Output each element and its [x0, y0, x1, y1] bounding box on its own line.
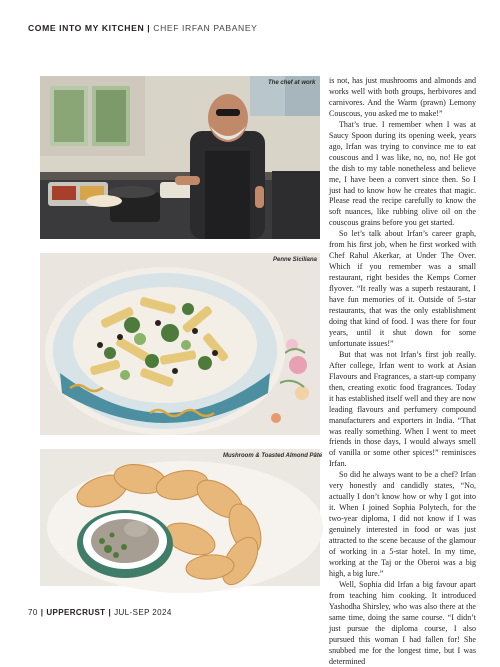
magazine-name: UPPERCRUST — [46, 608, 106, 617]
article-paragraph: But that was not Irfan’s first job really. After college, Irfan went to work at Asian Flavours and Fragrances, a start-up company then, creating exotic food fragrances. Today it has established itself well and they are now leading flavours and perfumery compound manufacturers and exporters in India. “That was really something. When I went to meet friends in those days, I would always smell of vanilla or some other spices!” reminisces Irfan. — [329, 349, 476, 469]
page-header — [28, 23, 478, 33]
penne-photo-illustration — [40, 253, 320, 435]
article-paragraph: is not, has just mushrooms and almonds and works well with both groups, herbivores and carnivores. And the Warm (prawn) Lemony Couscous, you asked me to make!” — [329, 76, 476, 118]
penne-photo-caption: Penne Siciliana — [273, 257, 318, 263]
article-column — [329, 76, 476, 667]
pate-photo-illustration — [40, 449, 323, 586]
chef-photo — [40, 76, 320, 239]
chef-photo-illustration — [40, 76, 320, 239]
page-number: 70 — [28, 608, 38, 617]
pate-photo-caption: Mushroom & Toasted Almond Pâté — [223, 453, 323, 459]
article-paragraph: That’s true. I remember when I was at Saucy Spoon during its opening week, years ago, Irfan was trying to convince me to eat couscous and I was like, no, no, no! He got the dish to my table nonetheless and believe me, I have been a convert since then. So I just had to know how he creates that magic. Please read the recipe carefully to know the soft nuances, like rubbing olive oil on the couscous grains before you get started. — [329, 119, 476, 228]
article-paragraph: Well, Sophia did Irfan a big favour apart from teaching him cooking. It introduced Yashodha Shirsley, who was also there at the same time, doing the same course. “I didn’t just pursue the diploma course, I also pursued this woman I had fallen for! She snubbed me for the longest time, but I was determined — [329, 579, 476, 666]
chef-photo-caption: The chef at work — [268, 80, 316, 86]
footer-separator: | — [40, 608, 44, 617]
article-paragraph: So did he always want to be a chef? Irfan very honestly and candidly states, “No, actually I don’t know how or why I got into it. When I joined Sophia Polytech, for the two-year diploma, I did not know if I was genuinely interested in food or was just attracted to the scene because of the glamour of working in a 5-star hotel. In my time, working at the Taj or the Oberoi was a big high, a big lure.” — [329, 470, 476, 578]
issue-date: JUL-SEP 2024 — [114, 608, 172, 617]
header-separator: | — [147, 23, 151, 33]
page-footer — [28, 608, 172, 617]
footer-separator-2: | — [108, 608, 112, 617]
section-title: COME INTO MY KITCHEN — [28, 23, 145, 33]
header-subtitle: CHEF IRFAN PABANEY — [153, 23, 258, 33]
penne-photo — [40, 253, 320, 435]
article-paragraph: So let’s talk about Irfan’s career graph, from his first job, when he first worked with Chef Rahul Akerkar, at Under The Over. Which if you remember was a small restaurant, right besides the Kemps Corner flyover. “It really was a superb restaurant, I have fun memories of it. Outside of 5-star restaurants, that was the only establishment doing that kind of food. I was there for four years, until it shut down for some unfortunate issues!” — [329, 229, 476, 348]
pate-photo — [40, 449, 323, 586]
